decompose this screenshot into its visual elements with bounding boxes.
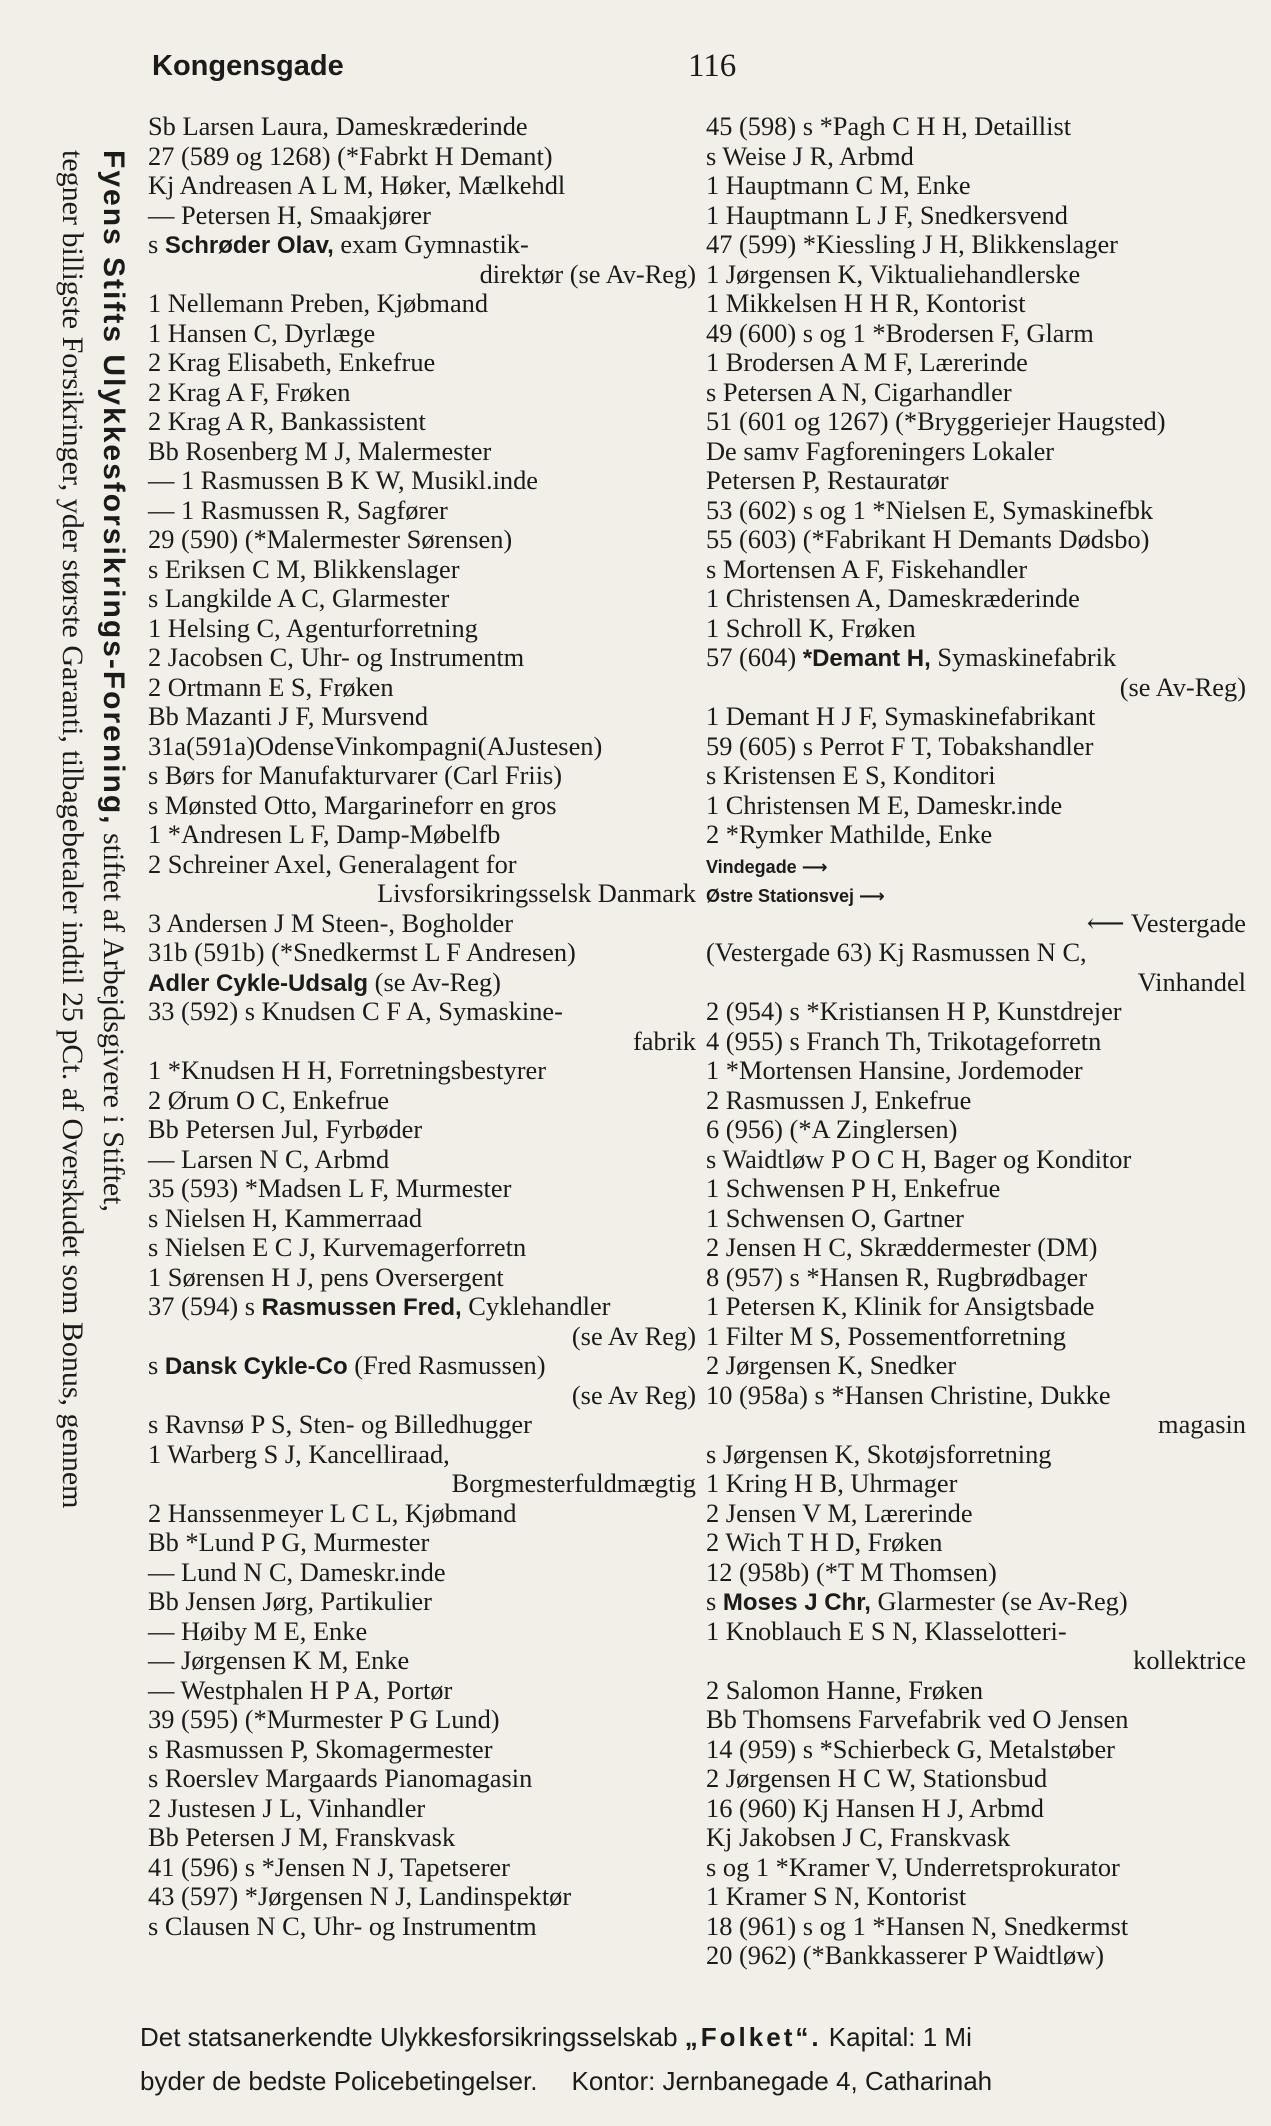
directory-entry-line: Petersen P, Restauratør xyxy=(706,465,949,495)
directory-entry-line: 2 Jørgensen H C W, Stationsbud xyxy=(706,1763,1048,1793)
directory-entry-line: 1 Kramer S N, Kontorist xyxy=(706,1881,967,1911)
directory-entry-line: 1 Christensen A, Dameskræderinde xyxy=(706,583,1080,613)
directory-entry-line: s Dansk Cykle-Co (Fred Rasmussen) xyxy=(148,1350,546,1380)
directory-entry-line: 2 Salomon Hanne, Frøken xyxy=(706,1674,984,1705)
directory-entry-line: — Høiby M E, Enke xyxy=(148,1615,368,1646)
directory-entry-line: Bb Petersen Jul, Fyrbøder xyxy=(148,1114,423,1144)
directory-entry-line: — Lund N C, Dameskr.inde xyxy=(148,1556,446,1587)
directory-entry-line: — 1 Rasmussen R, Sagfører xyxy=(148,494,448,525)
directory-entry-line: s Moses J Chr, Glarmester (se Av-Reg) xyxy=(706,1586,1128,1616)
directory-entry-line: 1 Brodersen A M F, Lærerinde xyxy=(706,347,1028,377)
directory-entry-line: 1 Hansen C, Dyrlæge xyxy=(148,317,376,348)
directory-entry-line: 10 (958a) s *Hansen Christine, Dukke xyxy=(706,1379,1111,1410)
directory-entry-line: — Westphalen H P A, Portør xyxy=(148,1674,453,1705)
directory-entry-line: 1 Christensen M E, Dameskr.inde xyxy=(706,789,1063,820)
directory-entry-line: 31b (591b) (*Snedkermst L F Andresen) xyxy=(148,937,576,967)
footer-company-name: „Folket“. xyxy=(684,2022,822,2052)
directory-entry-line: 29 (590) (*Malermester Sørensen) xyxy=(148,524,513,554)
footer-line-1 xyxy=(140,2015,1271,2059)
bold-name: Adler Cykle-Udsalg xyxy=(148,969,369,997)
directory-entry-line: (se Av Reg) xyxy=(571,1320,696,1351)
directory-entry-line: 1 Filter M S, Possementforretning xyxy=(706,1320,1066,1351)
directory-entry-line: 1 Petersen K, Klinik for Ansigtsbade xyxy=(706,1291,1095,1321)
directory-entry-line: 2 Ørum O C, Enkefrue xyxy=(148,1084,390,1115)
directory-entry-line: 55 (603) (*Fabrikant H Demants Dødsbo) xyxy=(706,524,1150,554)
directory-entry-line: 27 (589 og 1268) (*Fabrkt H Demant) xyxy=(148,140,553,171)
directory-entry-line: s Petersen A N, Cigarhandler xyxy=(706,376,1012,407)
directory-entry-line: 18 (961) s og 1 *Hansen N, Snedkermst xyxy=(706,1910,1129,1941)
directory-entry-line: Bb *Lund P G, Murmester xyxy=(148,1527,430,1557)
bold-name: Dansk Cykle-Co xyxy=(164,1353,348,1380)
directory-entry-line: s Mortensen A F, Fiskehandler xyxy=(706,553,1028,584)
directory-entry-line: s Nielsen E C J, Kurvemagerforretn xyxy=(148,1232,527,1262)
directory-entry-line: 1 Jørgensen K, Viktualiehandlerske xyxy=(706,258,1081,289)
running-head-street: Kongensgade xyxy=(152,50,344,82)
directory-entry-line: s Rasmussen P, Skomagermester xyxy=(148,1733,493,1764)
directory-entry-line: 39 (595) (*Murmester P G Lund) xyxy=(148,1704,500,1734)
directory-entry-line: 1 Kring H B, Uhrmager xyxy=(706,1468,958,1498)
directory-entry-line: 37 (594) s Rasmussen Fred, Cyklehandler xyxy=(148,1291,611,1321)
directory-entry-line: 2 (954) s *Kristiansen H P, Kunstdrejer xyxy=(706,996,1122,1026)
directory-entry-line: s Jørgensen K, Skotøjsforretning xyxy=(706,1438,1052,1469)
side-ad-line-1 xyxy=(93,150,134,2030)
directory-entry-line: 14 (959) s *Schierbeck G, Metalstøber xyxy=(706,1733,1115,1764)
directory-entry-line: Bb Mazanti J F, Mursvend xyxy=(148,701,429,731)
directory-entry-line: s Kristensen E S, Konditori xyxy=(706,760,996,790)
directory-entry-line: kollektrice xyxy=(1133,1645,1246,1675)
directory-entry-line: (se Av-Reg) xyxy=(1119,671,1246,702)
directory-entry-line: 2 Justesen J L, Vinhandler xyxy=(148,1792,426,1823)
directory-entry-line: 57 (604) *Demant H, Symaskinefabrik xyxy=(706,642,1117,672)
directory-entry-line: De samv Fagforeningers Lokaler xyxy=(706,435,1055,466)
directory-entry-line: 1 *Knudsen H H, Forretningsbestyrer xyxy=(148,1055,546,1085)
directory-entry-line: 1 *Mortensen Hansine, Jordemoder xyxy=(706,1055,1083,1085)
directory-entry-line: 1 Helsing C, Agenturforretning xyxy=(148,612,478,643)
side-ad-org-name: Fyens Stifts Ulykkesforsikrings-Forening, xyxy=(97,150,130,826)
directory-entry-line: Sb Larsen Laura, Dameskræderinde xyxy=(148,111,528,141)
directory-entry-line: 1 Knoblauch E S N, Klasselotteri- xyxy=(706,1615,1067,1646)
directory-entry-line: — Petersen H, Smaakjører xyxy=(148,199,431,230)
directory-entry-line: 2 Jensen H C, Skræddermester (DM) xyxy=(706,1232,1098,1262)
directory-entry-line xyxy=(706,850,1246,880)
directory-entry-line: 33 (592) s Knudsen C F A, Symaskine- xyxy=(148,996,563,1026)
directory-entry-line: Bb Petersen J M, Franskvask xyxy=(148,1822,456,1852)
directory-entry-line: 16 (960) Kj Hansen H J, Arbmd xyxy=(706,1792,1044,1823)
bold-name: *Demant H, xyxy=(802,645,931,672)
directory-entry-line: 1 Hauptmann C M, Enke xyxy=(706,170,971,200)
directory-entry-line: s Eriksen C M, Blikkenslager xyxy=(148,553,460,584)
directory-entry-line: fabrik xyxy=(632,1025,696,1056)
side-ad-line-2: tegner billigste Forsikringer, yder største Garanti, tilbagebetaler indtil 25 pCt. af Overskudet som Bonus, gennem xyxy=(56,150,89,1509)
directory-entry-line: Bb Thomsens Farvefabrik ved O Jensen xyxy=(706,1704,1129,1734)
directory-entry-line: 2 Wich T H D, Frøken xyxy=(706,1527,943,1557)
footer-line-2-a: byder de bedste Policebetingelser. xyxy=(140,2066,538,2096)
directory-entry-line: Borgmesterfuldmægtig xyxy=(451,1468,696,1498)
directory-entry-line: 1 Nellemann Preben, Kjøbmand xyxy=(148,288,489,318)
directory-entry-line: 8 (957) s *Hansen R, Rugbrødbager xyxy=(706,1261,1088,1292)
directory-entry-line: 2 Jørgensen K, Snedker xyxy=(706,1350,957,1380)
directory-entry-line: — Larsen N C, Arbmd xyxy=(148,1143,390,1174)
bold-name: Schrøder Olav, xyxy=(164,232,334,259)
directory-entry-line: 2 Jensen V M, Lærerinde xyxy=(706,1497,973,1528)
directory-entry-line: Vinhandel xyxy=(1137,966,1246,997)
directory-entry-line: 1 Hauptmann L J F, Snedkersvend xyxy=(706,199,1068,230)
directory-entry-line: 2 Krag Elisabeth, Enkefrue xyxy=(148,347,436,377)
side-advertisement xyxy=(50,150,134,2030)
directory-entry-line: 1 Demant H J F, Symaskinefabrikant xyxy=(706,701,1096,731)
directory-entry-line: 1 Schroll K, Frøken xyxy=(706,612,916,643)
directory-entry-line: Bb Jensen Jørg, Partikulier xyxy=(148,1586,432,1616)
directory-entry-line: Livsforsikringsselsk Danmark xyxy=(377,878,696,908)
directory-entry-line: 47 (599) *Kiessling J H, Blikkenslager xyxy=(706,229,1118,259)
directory-entry-line: (se Av Reg) xyxy=(571,1379,696,1410)
directory-entry-line: 1 *Andresen L F, Damp-Møbelfb xyxy=(148,819,501,849)
directory-entry-line: s Børs for Manufakturvarer (Carl Friis) xyxy=(148,760,563,790)
directory-entry-line: 51 (601 og 1267) (*Bryggeriejer Haugsted) xyxy=(706,406,1166,436)
footer-advertisement xyxy=(140,2015,1271,2103)
side-ad-line-1-rest: stiftet af Arbejdsgivere i Stiftet, xyxy=(97,825,130,1213)
directory-entry-line: 2 Krag A R, Bankassistent xyxy=(148,406,426,436)
directory-entry-line: s Langkilde A C, Glarmester xyxy=(148,583,450,613)
directory-entry-line: 1 Mikkelsen H H R, Kontorist xyxy=(706,288,1026,318)
footer-line-1-a: Det statsanerkendte Ulykkesforsikringsselskab xyxy=(140,2022,685,2052)
directory-entry-line: 49 (600) s og 1 *Brodersen F, Glarm xyxy=(706,317,1094,348)
bold-name: Rasmussen Fred, xyxy=(261,1294,462,1321)
directory-entry-line: s Waidtløw P O C H, Bager og Konditor xyxy=(706,1143,1132,1174)
directory-entry-line: magasin xyxy=(1158,1409,1246,1439)
directory-entry-line: s Weise J R, Arbmd xyxy=(706,140,914,171)
directory-entry-line: s og 1 *Kramer V, Underretsprokurator xyxy=(706,1851,1120,1882)
directory-entry-line: Kj Andreasen A L M, Høker, Mælkehdl xyxy=(148,170,566,200)
directory-entry-line xyxy=(706,879,1246,909)
directory-entry-line: 2 Ortmann E S, Frøken xyxy=(148,671,394,702)
directory-entry-line: 1 Warberg S J, Kancelliraad, xyxy=(148,1438,450,1469)
directory-entry-line: 3 Andersen J M Steen-, Bogholder xyxy=(148,907,514,938)
directory-entry-line: s Mønsted Otto, Margarineforr en gros xyxy=(148,789,557,820)
directory-entry-line: s Ravnsø P S, Sten- og Billedhugger xyxy=(148,1409,532,1439)
directory-entry-line: s Roerslev Margaards Pianomagasin xyxy=(148,1763,533,1793)
directory-entry-line: 12 (958b) (*T M Thomsen) xyxy=(706,1556,997,1587)
directory-entry-line: Kj Jakobsen J C, Franskvask xyxy=(706,1822,1011,1852)
directory-entry-line: 1 Schwensen P H, Enkefrue xyxy=(706,1173,1001,1203)
directory-entry-line: ⟵ Vestergade xyxy=(1086,907,1246,938)
directory-entry-line: 2 Schreiner Axel, Generalagent for xyxy=(148,848,517,879)
directory-entry-line: 31a(591a)OdenseVinkompagni(AJustesen) xyxy=(148,730,603,761)
directory-entry-line: 2 *Rymker Mathilde, Enke xyxy=(706,819,993,849)
page-number: 116 xyxy=(688,48,737,84)
left-column xyxy=(148,112,696,1941)
footer-line-2 xyxy=(140,2059,1271,2103)
cross-street-ref: Vindegade ⟶ xyxy=(706,856,828,877)
footer-line-2-b: Kontor: Jernbanegade 4, Catharinah xyxy=(571,2066,993,2096)
footer-line-1-c: Kapital: 1 Mi xyxy=(821,2022,972,2052)
directory-entry-line: Bb Rosenberg M J, Malermester xyxy=(148,435,492,466)
directory-entry-line: 41 (596) s *Jensen N J, Tapetserer xyxy=(148,1851,510,1882)
directory-entry-line: 2 Hanssenmeyer L C L, Kjøbmand xyxy=(148,1497,517,1528)
bold-name: Moses J Chr, xyxy=(722,1589,871,1616)
directory-entry-line: 4 (955) s Franch Th, Trikotageforretn xyxy=(706,1025,1102,1056)
directory-entry-line: — 1 Rasmussen B K W, Musikl.inde xyxy=(148,465,539,495)
directory-entry-line: Adler Cykle-Udsalg (se Av-Reg) xyxy=(148,966,501,997)
cross-street-ref: Østre Stationsvej ⟶ xyxy=(706,886,885,906)
directory-entry-line: s Schrøder Olav, exam Gymnastik- xyxy=(148,229,529,259)
directory-entry-line: 59 (605) s Perrot F T, Tobakshandler xyxy=(706,730,1094,761)
directory-entry-line: 2 Jacobsen C, Uhr- og Instrumentm xyxy=(148,642,525,672)
directory-entry-line: 6 (956) (*A Zinglersen) xyxy=(706,1114,958,1144)
directory-entry-line: 2 Krag A F, Frøken xyxy=(148,376,351,407)
directory-entry-line: 35 (593) *Madsen L F, Murmester xyxy=(148,1173,512,1203)
directory-entry-line: s Nielsen H, Kammerraad xyxy=(148,1202,423,1233)
directory-entry-line: 53 (602) s og 1 *Nielsen E, Symaskinefbk xyxy=(706,494,1154,525)
directory-entry-line: s Clausen N C, Uhr- og Instrumentm xyxy=(148,1910,537,1941)
directory-entry-line: — Jørgensen K M, Enke xyxy=(148,1645,410,1675)
directory-entry-line: 1 Sørensen H J, pens Oversergent xyxy=(148,1261,504,1292)
directory-entry-line: direktør (se Av-Reg) xyxy=(479,258,696,289)
directory-entry-line: 43 (597) *Jørgensen N J, Landinspektør xyxy=(148,1881,572,1911)
directory-entry-line: 1 Schwensen O, Gartner xyxy=(706,1202,964,1233)
directory-entry-line: (Vestergade 63) Kj Rasmussen N C, xyxy=(706,937,1087,967)
directory-entry-line: 2 Rasmussen J, Enkefrue xyxy=(706,1084,972,1115)
directory-entry-line: 45 (598) s *Pagh C H H, Detaillist xyxy=(706,111,1072,141)
right-column xyxy=(706,112,1246,1971)
directory-entry-line: 20 (962) (*Bankkasserer P Waidtløw) xyxy=(706,1940,1105,1970)
